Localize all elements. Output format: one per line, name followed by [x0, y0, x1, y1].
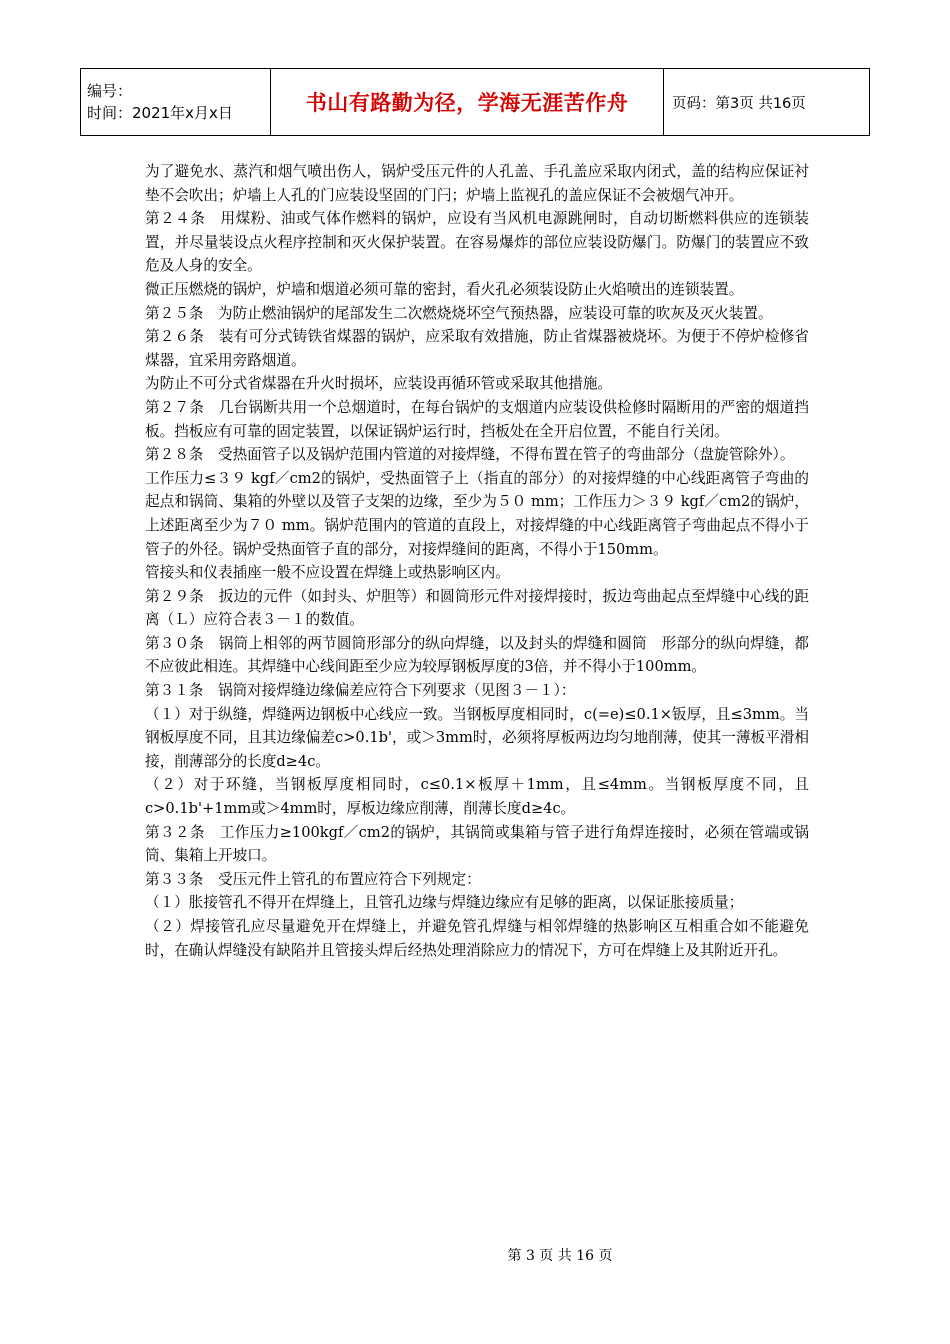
header-meta: [81, 69, 271, 136]
paragraph: 工作压力≤３９ kgf／cm2的锅炉，受热面管子上（指直的部分）的对接焊缝的中心线距离管子弯曲的起点和锅筒、集箱的外壁以及管子支架的边缘，至少为５０ mm；工作压力＞３９ kgf／cm2的锅炉，上述距离至少为７０ mm。锅炉范围内的管道的直段上，对接焊缝的中心线距离管子弯曲起点不得小于管子的外径。锅炉受热面管子直的部分，对接焊缝间的距离，不得小于150mm。: [145, 469, 809, 558]
paragraph: 第３２条 工作压力≥100kgf／cm2的锅炉，其锅筒或集箱与管子进行角焊连接时，必须在管端或锅筒、集箱上开坡口。: [145, 823, 809, 865]
paragraph: 微正压燃烧的锅炉，炉墙和烟道必须可靠的密封，看火孔必须装设防止火焰喷出的连锁装置。: [145, 280, 744, 298]
document-body: [145, 160, 809, 962]
paragraph: 第２７条 几台锅断共用一个总烟道时，在每台锅炉的支烟道内应装设供检修时隔断用的严密的烟道挡板。挡板应有可靠的固定装置，以保证锅炉运行时，挡板处在全开启位置，不能自行关闭。: [145, 398, 809, 440]
code-label: 编号：: [87, 82, 133, 100]
paragraph: 第２９条 扳边的元件（如封头、炉胆等）和圆筒形元件对接焊接时，扳边弯曲起点至焊缝中心线的距离（Ｌ）应符合表３－１的数值。: [145, 587, 809, 629]
paragraph: （１）对于纵缝，焊缝两边钢板中心线应一致。当钢板厚度相同时，c(=e)≤0.1×钣厚，且≤3mm。当钢板厚度不同，且其边缘偏差c>0.1b'，或＞3mm时，必须将厚板两边均匀地削薄，使其一薄板平滑相接，削薄部分的长度d≥4c。: [145, 705, 809, 770]
paragraph: 第２８条 受热面管子以及锅炉范围内管道的对接焊缝，不得布置在管子的弯曲部分（盘旋管除外）。: [145, 446, 795, 464]
paragraph: （２）对于环缝，当钢板厚度相同时，c≤0.1×板厚＋1mm，且≤4mm。当钢板厚度不同，且c>0.1b'+1mm或＞4mm时，厚板边缘应削薄，削薄长度d≥4c。: [145, 776, 809, 818]
date-label: 时间：2021年x月x日: [87, 104, 233, 122]
page-footer: 第 3 页 共 16 页: [507, 1248, 613, 1264]
header-motto: 书山有路勤为径，学海无涯苦作舟: [271, 69, 664, 136]
paragraph: 为了避免水、蒸汽和烟气喷出伤人，锅炉受压元件的人孔盖、手孔盖应采取内闭式，盖的结构应保证衬垫不会吹出；炉墙上人孔的门应装设坚固的门闩；炉墙上监视孔的盖应保证不会被烟气冲开。: [145, 163, 809, 204]
paragraph: 第２５条 为防止燃油锅炉的尾部发生二次燃烧烧坏空气预热器，应装设可靠的吹灰及灭火装置。: [145, 304, 773, 322]
paragraph: 管接头和仪表插座一般不应设置在焊缝上或热影响区内。: [145, 564, 510, 582]
paragraph: 第２６条 装有可分式铸铁省煤器的锅炉，应采取有效措施，防止省煤器被烧坏。为便于不停炉检修省煤器，宜采用旁路烟道。: [145, 328, 809, 369]
paragraph: 第３３条 受压元件上管孔的布置应符合下列规定：: [145, 870, 481, 888]
paragraph: 第３１条 锅筒对接焊缝边缘偏差应符合下列要求（见图３－１）：: [145, 682, 576, 700]
paragraph: 第３０条 锅筒上相邻的两节圆筒形部分的纵向焊缝，以及封头的焊缝和圆筒 形部分的纵向焊缝，都不应彼此相连。其焊缝中心线间距至少应为较厚钢板厚度的3倍，并不得小于100mm。: [145, 634, 809, 676]
paragraph: （１）胀接管孔不得开在焊缝上，且管孔边缘与焊缝边缘应有足够的距离，以保证胀接质量；: [145, 894, 744, 912]
paragraph: （２）焊接管孔应尽量避免开在焊缝上，并避免管孔焊缝与相邻焊缝的热影响区互相重合如不能避免时，在确认焊缝没有缺陷并且管接头焊后经热处理消除应力的情况下，方可在焊缝上及其附近开孔。: [145, 918, 809, 959]
page-header: [80, 68, 870, 136]
header-page-info: 页码：第3页 共16页: [664, 69, 870, 136]
paragraph: 第２４条 用煤粉、油或气体作燃料的锅炉，应设有当风机电源跳闸时，自动切断燃料供应的连锁装置，并尽量装设点火程序控制和灭火保护装置。在容易爆炸的部位应装设防爆门。防爆门的装置应不致危及人身的安全。: [145, 210, 809, 275]
paragraph: 为防止不可分式省煤器在升火时损坏，应装设再循环管或采取其他措施。: [145, 375, 613, 393]
